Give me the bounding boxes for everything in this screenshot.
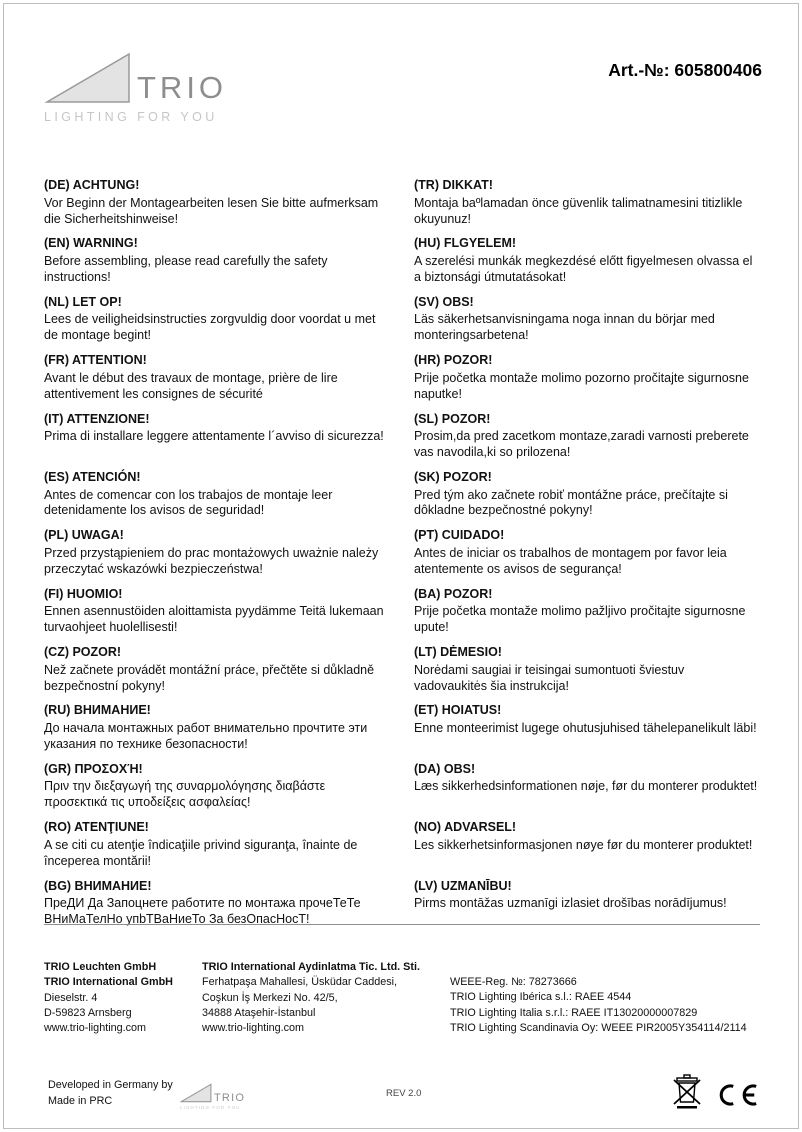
footer-address-germany [44, 960, 202, 1037]
trio-logo-wordmark: TRIO [214, 1092, 246, 1104]
warning-title: (DA) OBS! [414, 761, 476, 776]
warning-title: (ES) ATENCIÓN! [44, 469, 141, 484]
warning-row [44, 703, 760, 752]
warning-item-en [44, 236, 390, 285]
footer-addresses [44, 960, 760, 1037]
warning-title: (FR) ATTENTION! [44, 353, 147, 368]
article-number: Art.-№: 605800406 [608, 60, 762, 80]
warning-row [44, 528, 760, 577]
warning-item-pt [414, 528, 760, 577]
warning-title: (FI) HUOMIO! [44, 586, 123, 601]
warning-title: (SK) POZOR! [414, 469, 492, 484]
warning-row [44, 295, 760, 344]
revision-label: REV 2.0 [386, 1088, 422, 1099]
warning-title: (RU) ВНИМАНИЕ! [44, 703, 151, 718]
warning-row [44, 470, 760, 519]
warning-text: Montaja baºlamadan önce güvenlik talimatnamesini titizlikle okuyunuz! [414, 195, 743, 226]
warning-item-da [414, 762, 760, 811]
warning-item-fi [44, 587, 390, 636]
trio-triangle-icon [180, 1082, 212, 1104]
footer-address-turkey [202, 960, 450, 1037]
address-line: Coşkun İş Merkezi No. 42/5, [202, 991, 338, 1004]
trio-triangle-icon [44, 52, 132, 104]
warning-title: (TR) DIKKAT! [414, 178, 493, 192]
warning-text: A szerelési munkák megkezdésé előtt figyelmesen olvassa el a biztonsági útmutatásokat! [414, 254, 753, 284]
warning-row [44, 820, 760, 869]
warning-row [44, 879, 760, 928]
warning-title: (NL) LET OP! [44, 294, 122, 309]
registration-line: TRIO Lighting Italia s.r.l.: RAEE IT13020000007829 [450, 1006, 698, 1019]
warnings-section [44, 178, 760, 937]
warning-title: (CZ) POZOR! [44, 645, 122, 659]
address-line: Ferhatpaşa Mahallesi, Üsküdar Caddesi, [202, 976, 398, 989]
address-line: D-59823 Arnsberg [44, 1006, 132, 1019]
warning-text: Enne monteerimist lugege ohutusjuhised tähelepanelikult läbi! [414, 721, 757, 735]
warning-item-cz [44, 645, 390, 694]
warning-item-tr [414, 178, 760, 227]
warning-row [44, 645, 760, 694]
warning-text: Prima di installare leggere attentamente l´avviso di sicurezza! [44, 429, 384, 444]
ce-mark-icon [716, 1082, 760, 1113]
warning-text: Przed przystąpieniem do prac montażowych uważnie należy przeczytać wskazówki bezpieczeństwa! [44, 545, 379, 576]
company-name: TRIO Leuchten GmbH [44, 961, 157, 973]
warning-text: Antes de comencar con los trabajos de montaje leer detenidamente los avisos de seguridad! [44, 487, 333, 518]
warning-item-gr [44, 762, 390, 811]
registration-line: TRIO Lighting Ibérica s.l.: RAEE 4544 [450, 991, 632, 1004]
warning-title: (BA) POZOR! [414, 586, 493, 601]
warning-title: (PL) UWAGA! [44, 528, 124, 543]
company-name: TRIO International GmbH [44, 976, 173, 989]
warning-text: Prije početka montaže molimo pozorno pročitajte sigurnosne naputke! [414, 370, 749, 401]
warning-item-fr [44, 353, 390, 402]
developed-note [48, 1078, 173, 1109]
warning-row [44, 353, 760, 402]
warning-item-sl [414, 412, 760, 461]
warning-row [44, 178, 760, 227]
warning-item-sk [414, 470, 760, 519]
warning-item-sv [414, 295, 760, 344]
warning-text: Læs sikkerhedsinformationen nøje, før du monterer produktet! [414, 779, 758, 794]
trio-logo-small [180, 1082, 245, 1110]
warning-item-ru [44, 703, 390, 752]
trio-logo-wordmark: TRIO [137, 70, 228, 105]
warning-item-es [44, 470, 390, 519]
warning-item-it [44, 412, 390, 461]
warning-text: Before assembling, please read carefully the safety instructions! [44, 254, 328, 284]
weee-crossed-bin-icon [672, 1074, 702, 1117]
warning-title: (SV) OBS! [414, 294, 474, 309]
warning-title: (ET) HOIATUS! [414, 703, 502, 718]
warning-item-hr [414, 353, 760, 402]
warning-text: Läs säkerhetsanvisningama noga innan du börjar med monteringsarbetena! [414, 312, 715, 343]
warning-title: (HU) FLGYELEM! [414, 236, 517, 251]
warning-text: До начала монтажных работ внимательно прочтите эти указания по технике безопасности! [44, 721, 368, 751]
warning-row [44, 236, 760, 285]
trio-logo-small-top [180, 1082, 245, 1104]
developed-line: Made in PRC [48, 1094, 113, 1107]
warning-text: A se citi cu atenţie îndicaţiile privind siguranţa, înainte de începerea montării! [44, 837, 358, 868]
address-line: Dieselstr. 4 [44, 991, 98, 1004]
warning-title: (PT) CUIDADO! [414, 528, 505, 543]
warning-item-pl [44, 528, 390, 577]
website-url: www.trio-lighting.com [202, 1022, 305, 1035]
trio-logo-tagline: LIGHTING FOR YOU [180, 1105, 241, 1110]
warning-title: (GR) ΠΡΟΣΟΧΉ! [44, 761, 143, 776]
address-line: 34888 Ataşehir-İstanbul [202, 1006, 316, 1019]
warning-row [44, 412, 760, 461]
registration-line: TRIO Lighting Scandinavia Oy: WEEE PIR2005Y354114/2114 [450, 1021, 747, 1034]
trio-logo-top [44, 52, 227, 104]
warning-item-lv [414, 879, 760, 928]
warning-text: Antes de iniciar os trabalhos de montagem por favor leia atentemente os avisos de segurança! [414, 545, 727, 576]
warning-text: Než začnete provádět montážní práce, přečtěte si důkladně bezpečnostní pokyny! [44, 662, 375, 693]
warning-item-lt [414, 645, 760, 694]
website-url: www.trio-lighting.com [44, 1022, 147, 1035]
warning-row [44, 587, 760, 636]
warning-title: (HR) POZOR! [414, 353, 493, 368]
warning-title: (NO) ADVARSEL! [414, 820, 517, 835]
warning-text: Πριν την διεξαγωγή της συναρμολόγησης διαβάστε προσεκτικά τις υποδείξεις ασφαλείας! [44, 779, 326, 810]
warning-text: Prosim,da pred zacetkom montaze,zaradi varnosti preberete vas navodila,ki so prilozena! [414, 429, 749, 459]
warning-text: Lees de veiligheidsinstructies zorgvuldig door voordat u met de montage begint! [44, 312, 376, 343]
warning-item-hu [414, 236, 760, 285]
warning-title: (SL) POZOR! [414, 411, 491, 426]
warning-text: ПреДИ Да Запоцнете работите по монтажа прочеТеТе ВНиМаТелНо упbТВаНиеТо За безОпасНосТ! [44, 896, 361, 926]
warning-title: (DE) ACHTUNG! [44, 178, 140, 192]
warning-item-nl [44, 295, 390, 344]
warning-text: Avant le début des travaux de montage, prière de lire attentivement les consignes de sécurité [44, 370, 338, 401]
registration-line: WEEE-Reg. №: 78273666 [450, 976, 577, 988]
warning-title: (IT) ATTENZIONE! [44, 411, 150, 426]
warning-title: (RO) ATENŢIUNE! [44, 820, 149, 835]
warning-title: (LT) DĖMESIO! [414, 645, 502, 659]
warning-title: (LV) UZMANĪBU! [414, 878, 512, 893]
warning-text: Ennen asennustöiden aloittamista pyydämme Teitä lukemaan turvaohjeet huolellisesti! [44, 604, 384, 635]
warning-title: (EN) WARNING! [44, 236, 138, 251]
warning-item-ba [414, 587, 760, 636]
footer-registration-numbers [450, 960, 760, 1037]
warning-row [44, 762, 760, 811]
trio-logo [44, 52, 227, 124]
warning-item-no [414, 820, 760, 869]
warning-item-de [44, 178, 390, 227]
warning-text: Norėdami saugiai ir teisingai sumontuoti šviestuv vadovaukitės šia instrukcija! [414, 662, 685, 693]
trio-logo-tagline: LIGHTING FOR YOU [44, 110, 218, 124]
warning-text: Vor Beginn der Montagearbeiten lesen Sie bitte aufmerksam die Sicherheitshinweise! [44, 195, 379, 226]
warning-text: Les sikkerhetsinformasjonen nøye før du monterer produktet! [414, 837, 753, 852]
warning-text: Prije početka montaže molimo pažljivo pročitajte sigurnosne upute! [414, 604, 746, 635]
developed-line: Developed in Germany by [48, 1079, 173, 1091]
warning-item-bg [44, 879, 390, 928]
footer-divider [44, 924, 760, 925]
warning-item-ro [44, 820, 390, 869]
warning-item-et [414, 703, 760, 752]
warning-text: Pirms montāžas uzmanīgi izlasiet drošības norādījumus! [414, 896, 727, 911]
warning-text: Pred tým ako začnete robiť montážne práce, prečítajte si dôkladne bezpečnostné pokyny! [414, 487, 728, 518]
warning-title: (BG) ВНИМАНИЕ! [44, 878, 152, 893]
company-name: TRIO International Aydinlatma Tic. Ltd. Sti. [202, 961, 420, 973]
